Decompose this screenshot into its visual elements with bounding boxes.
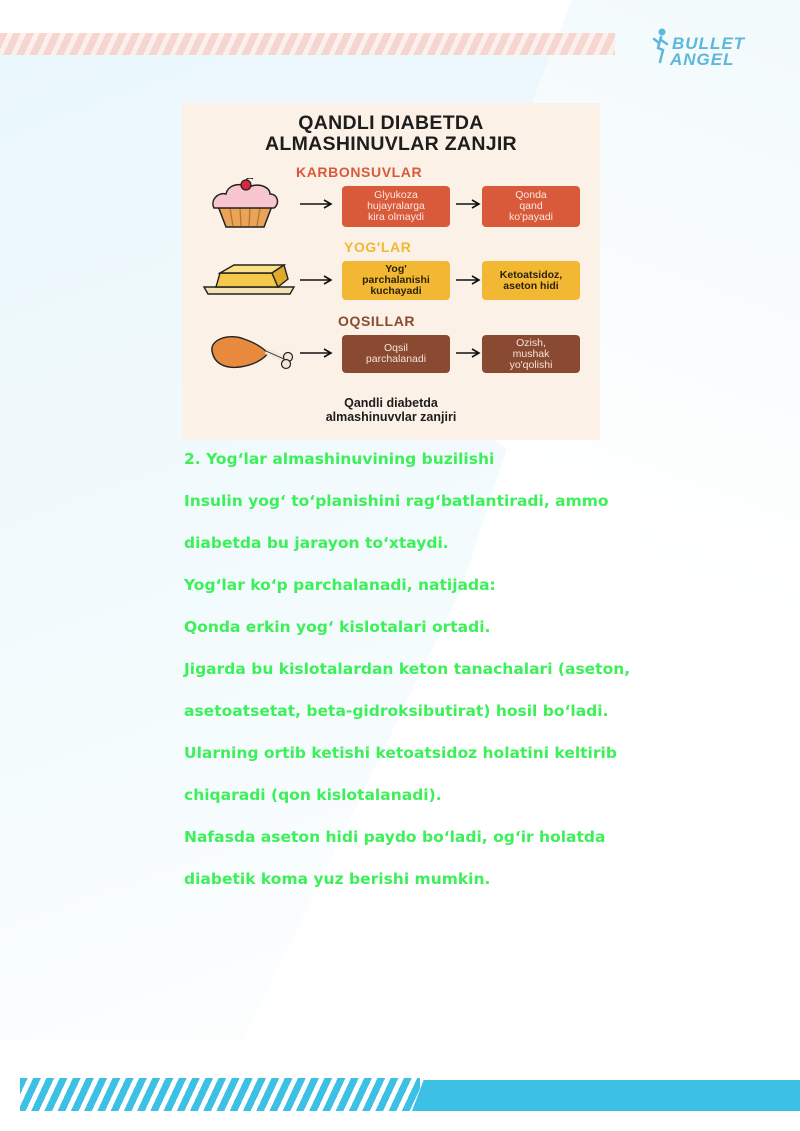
- drumstick-icon: [208, 333, 300, 373]
- carb-effect-box-1: Glyukoza hujayralarga kira olmaydi: [342, 186, 450, 227]
- arrow-icon: [300, 199, 334, 209]
- arrow-icon: [300, 348, 334, 358]
- logo-line-2: ANGEL: [670, 50, 735, 69]
- top-decorative-stripes: [0, 33, 615, 55]
- body-line: Qonda erkin yog‘ kislotalari ortadi.: [184, 618, 491, 636]
- section-heading: 2. Yog‘lar almashinuvining buzilishi: [184, 450, 495, 468]
- bottom-decorative-stripes: [20, 1078, 420, 1111]
- section-label-proteins: OQSILLAR: [338, 313, 416, 329]
- metabolism-infographic: [182, 103, 600, 440]
- cupcake-icon: [208, 178, 282, 228]
- body-line: diabetik koma yuz berishi mumkin.: [184, 870, 491, 888]
- infographic-title: QANDLI DIABETDA ALMASHINUVLAR ZANJIR: [265, 112, 517, 155]
- bottom-decorative-bar: [412, 1080, 800, 1111]
- section-label-carbohydrates: KARBONSUVLAR: [296, 164, 423, 180]
- infographic-caption: Qandli diabetda almashinuvvlar zanjiri: [325, 396, 457, 424]
- section-label-fats: YOG'LAR: [344, 239, 412, 255]
- body-line: Nafasda aseton hidi paydo bo‘ladi, og‘ir holatda: [184, 828, 606, 846]
- arrow-icon: [456, 275, 482, 285]
- runner-icon: [652, 26, 672, 66]
- logo-line-1: BULLET: [672, 34, 746, 53]
- arrow-icon: [456, 348, 482, 358]
- body-line: diabetda bu jarayon to‘xtaydi.: [184, 534, 449, 552]
- butter-icon: [202, 261, 296, 297]
- fat-effect-box-2: Ketoatsidoz, aseton hidi: [482, 261, 580, 300]
- fat-effect-box-1: Yog' parchalanishi kuchayadi: [342, 261, 450, 300]
- carb-effect-box-2: Qonda qand ko'payadi: [482, 186, 580, 227]
- arrow-icon: [300, 275, 334, 285]
- arrow-icon: [456, 199, 482, 209]
- body-line: chiqaradi (qon kislotalanadi).: [184, 786, 442, 804]
- protein-effect-box-1: Oqsil parchalanadi: [342, 335, 450, 373]
- body-line: Jigarda bu kislotalardan keton tanachalari (aseton,: [184, 660, 631, 678]
- protein-effect-box-2: Ozish, mushak yo'qolishi: [482, 335, 580, 373]
- body-line: asetoatsetat, beta-gidroksibutirat) hosil bo‘ladi.: [184, 702, 609, 720]
- body-line: Yog‘lar ko‘p parchalanadi, natijada:: [184, 576, 496, 594]
- body-line: Insulin yog‘ to‘planishini rag‘batlantiradi, ammo: [184, 492, 609, 510]
- brand-logo: [652, 26, 770, 68]
- body-line: Ularning ortib ketishi ketoatsidoz holatini keltirib: [184, 744, 617, 762]
